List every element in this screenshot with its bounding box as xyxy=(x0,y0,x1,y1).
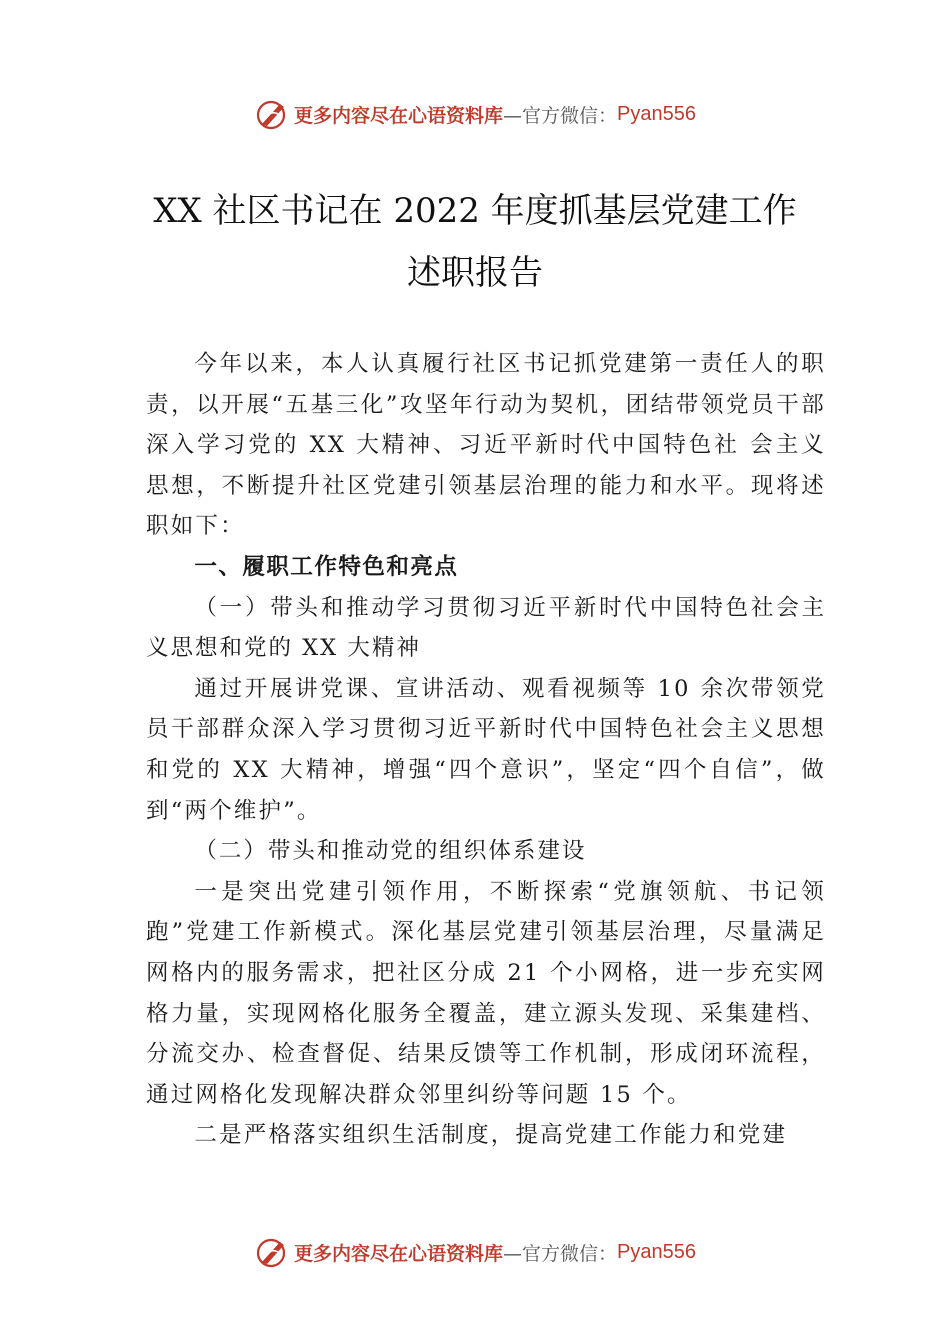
header-banner xyxy=(0,94,950,134)
banner-wechat-id: Pyan556 xyxy=(617,102,696,125)
subsection-heading-1: （一）带头和推动学习贯彻习近平新时代中国特色社会主义思想和党的 XX 大精神 xyxy=(146,594,826,662)
banner-main-text: 更多内容尽在心语资料库 xyxy=(294,1242,504,1265)
banner-sub-text: —官方微信： xyxy=(503,1242,618,1265)
banner-main-text: 更多内容尽在心语资料库 xyxy=(294,104,504,127)
paragraph-intro: 今年以来，本人认真履行社区书记抓党建第一责任人的职责，以开展“五基三化”攻坚年行动为契机，团结带领党员干部深入学习党的 XX 大精神、习近平新时代中国特色社 会主义思想，不断提升社区党建引领基层治理的能力和水平。现将述职如下： xyxy=(146,351,826,540)
section-heading-1: 一、履职工作特色和亮点 xyxy=(194,553,459,580)
document-title-line1: XX 社区书记在 2022 年度抓基层党建工作 xyxy=(153,191,797,231)
paragraph-grid: 一是突出党建引领作用，不断探索“党旗领航、书记领跑”党建工作新模式。深化基层党建引领基层治理，尽量满足网格内的服务需求，把社区分成 21 个小网格，进一步充实网格力量，实现网格化服务全覆盖，建立源头发现、采集建档、分流交办、检查督促、结果反馈等工作机制，形成闭环流程，通过网格化发现解决群众邻里纠纷等问题 15 个。 xyxy=(146,878,826,1108)
document-body xyxy=(146,344,826,1156)
banner-sub-text: —官方微信： xyxy=(503,104,618,127)
footer-banner xyxy=(0,1232,950,1272)
pen-seal-logo-icon xyxy=(254,1234,290,1270)
banner-wechat-id: Pyan556 xyxy=(617,1240,696,1263)
paragraph-study: 通过开展讲党课、宣讲活动、观看视频等 10 余次带领党员干部群众深入学习贯彻习近平新时代中国特色社会主义思想和党的 XX 大精神，增强“四个意识”，坚定“四个自信”，做到“两个维护”。 xyxy=(146,675,826,824)
document-title-line2: 述职报告 xyxy=(407,253,543,293)
pen-seal-logo-icon xyxy=(254,96,290,132)
subsection-heading-2: （二）带头和推动党的组织体系建设 xyxy=(194,838,587,865)
paragraph-organization: 二是严格落实组织生活制度，提高党建工作能力和党建 xyxy=(194,1122,788,1149)
